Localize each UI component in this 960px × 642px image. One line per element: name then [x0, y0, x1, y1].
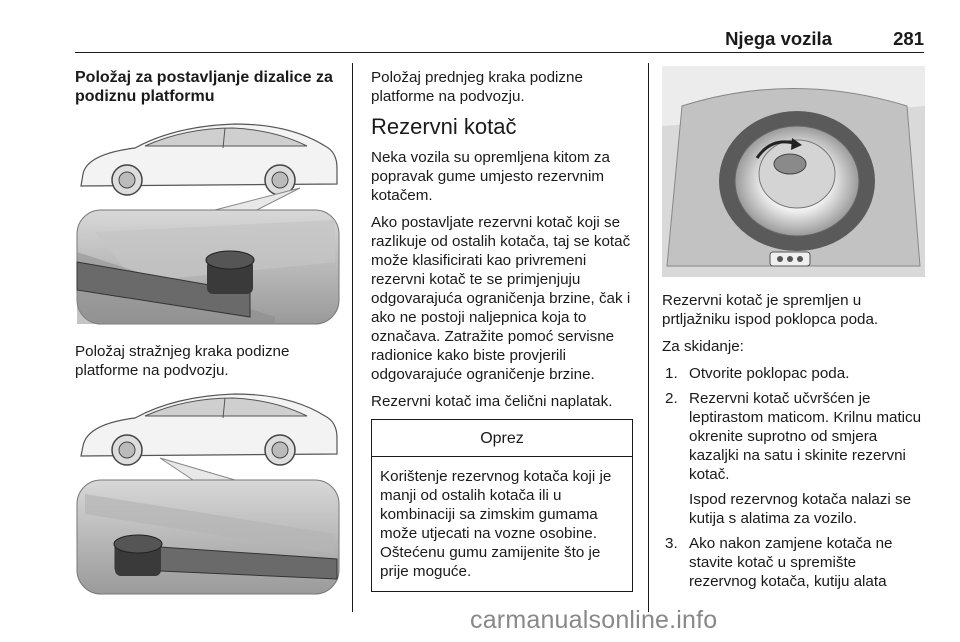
list-item — [665, 534, 927, 591]
right-column — [662, 291, 927, 597]
rear-lift-arm-illustration — [75, 112, 343, 327]
watermark: carmanualsonline.info — [470, 606, 718, 634]
list-item — [665, 364, 927, 383]
page-header — [75, 30, 924, 53]
step-text: Ako nakon zamjene kotača ne stavite kotač u spremište rezervnog kotača, kutiju alata — [689, 535, 893, 590]
caution-title: Oprez — [372, 420, 632, 457]
spare-wheel-paragraph-1: Neka vozila su opremljena kitom za popravak gume umjesto rezervnim kotačem. — [371, 149, 610, 204]
middle-column — [371, 68, 633, 592]
step-note: Ispod rezervnog kotača nalazi se kutija s alatima za vozilo. — [689, 491, 912, 527]
step-text: Rezervni kotač učvršćen je leptirastom maticom. Krilnu maticu okrenite suprotno od smjera kazaljki na satu i skinite rezervni kotač. — [689, 390, 922, 483]
step-number: 3. — [665, 535, 678, 552]
front-arm-caption: Položaj prednjeg kraka podizne platforme na podvozju. — [371, 69, 583, 105]
caution-text: Korištenje rezervnog kotača koji je manji od ostalih kotača ili u kombinaciji sa zimskim gumama može utjecati na vozne osobine. Oštećenu gumu zamijenite što je prije moguće. — [380, 468, 612, 580]
column-divider — [648, 63, 649, 612]
spare-wheel-paragraph-3: Rezervni kotač ima čelični naplatak. — [371, 393, 613, 410]
spare-wheel-illustration — [662, 66, 925, 277]
list-item — [665, 389, 927, 528]
section-title: Rezervni kotač — [371, 114, 517, 139]
storage-paragraph: Rezervni kotač je spremljen u prtljažniku ispod poklopca poda. — [662, 292, 879, 328]
removal-intro: Za skidanje: — [662, 338, 744, 355]
jack-position-heading: Položaj za postavljanje dizalice za podiznu platformu — [75, 69, 333, 105]
front-lift-arm-illustration — [75, 384, 343, 596]
left-column-caption — [75, 342, 340, 388]
spare-wheel-paragraph-2: Ako postavljate rezervni kotač koji se razlikuje od ostalih kotača, taj se kotač može klasificirati kao privremeni rezervni kotač te se primjenjuju odgovarajuća ograničenja brzine, čak i ako ne postoji naljepnica koja to označava. Zatražite pomoć servisne radionice kako biste provjerili odgovarajuće ograničenje brzine. — [371, 214, 631, 383]
column-divider — [352, 63, 353, 612]
step-number: 1. — [665, 365, 678, 382]
rear-arm-caption: Položaj stražnjeg kraka podizne platforme na podvozju. — [75, 343, 290, 379]
left-column — [75, 68, 340, 114]
step-text: Otvorite poklopac poda. — [689, 365, 850, 382]
step-number: 2. — [665, 390, 678, 407]
chapter-title: Njega vozila — [725, 28, 832, 49]
removal-steps — [662, 364, 927, 591]
page-number: 281 — [893, 28, 924, 49]
caution-box — [371, 419, 633, 592]
